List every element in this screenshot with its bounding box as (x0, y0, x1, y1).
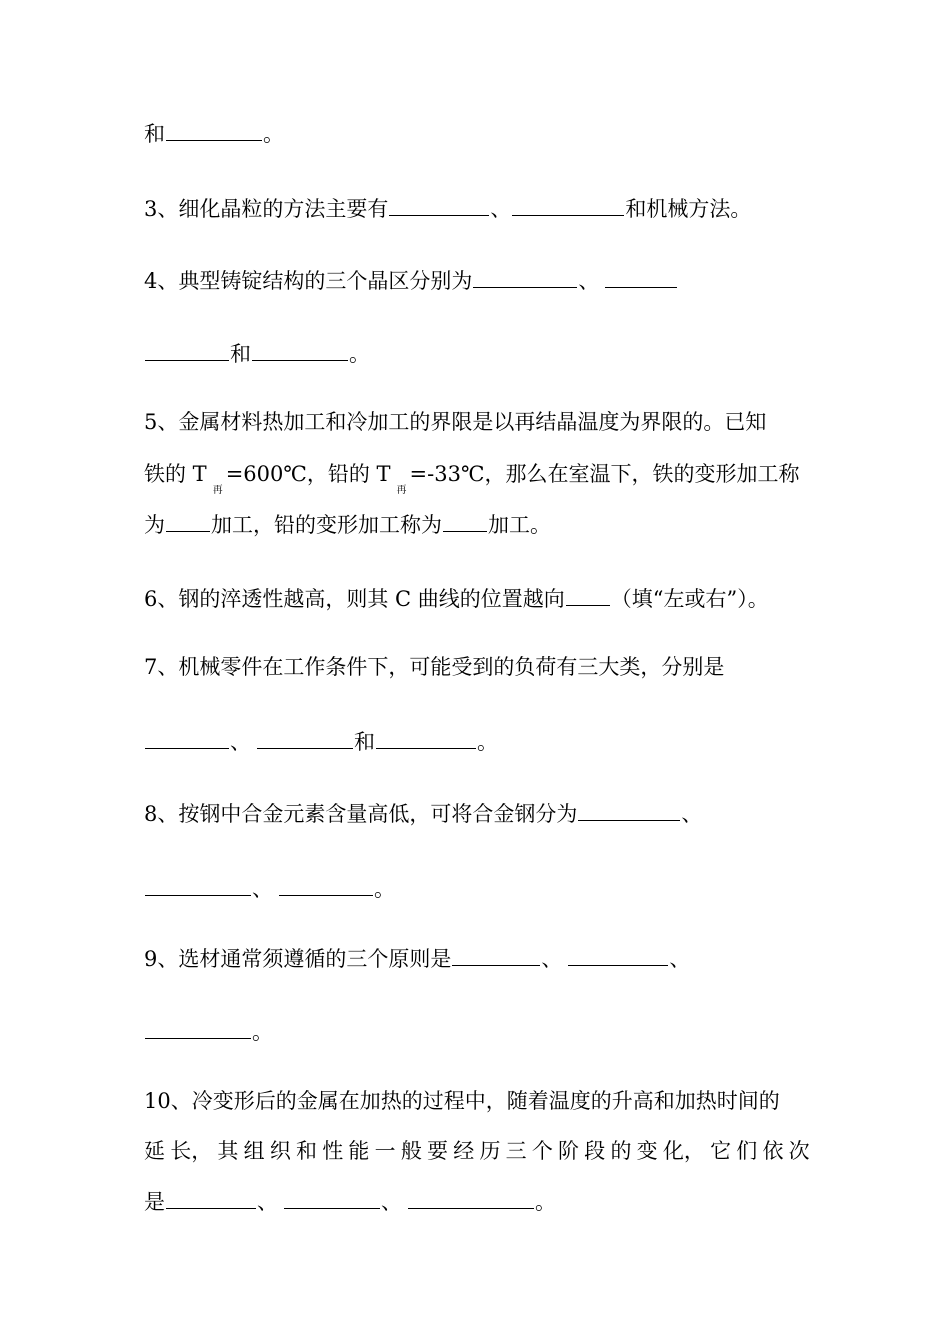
q8-blank-3[interactable] (279, 873, 373, 896)
q5-pb-temp: =-33℃，那么在室温下，铁的变形加工称 (409, 462, 800, 486)
q8-stem: 8、按钢中合金元素含量高低，可将合金钢分为 (144, 802, 578, 826)
q10-line-3 (144, 1186, 556, 1216)
q10-separator-1: 、 (257, 1190, 278, 1214)
q10-blank-1[interactable] (166, 1186, 256, 1209)
q10-end-text: 。 (535, 1190, 556, 1214)
q5-line3-c: 加工。 (488, 513, 551, 537)
q10-line2-segment: 的 (610, 1139, 632, 1163)
q10-line2-segment: 延 (144, 1139, 165, 1163)
q10-line3-a: 是 (144, 1190, 165, 1214)
q8-separator-2: 、 (252, 877, 273, 901)
q5-blank-1[interactable] (166, 509, 210, 532)
q3-blank-2[interactable] (512, 193, 624, 216)
q2-end-text: 。 (263, 122, 284, 146)
q10-line2-segment: 它 (710, 1139, 732, 1163)
q6-blank[interactable] (566, 583, 610, 606)
q10-line2-segment: 段 (584, 1139, 606, 1163)
q10-line2-segment: 个 (531, 1139, 553, 1163)
q10-line2-segment: 们 (736, 1139, 758, 1163)
q4-end-text: 。 (349, 342, 370, 366)
q7-blank-2[interactable] (257, 726, 353, 749)
q4-blank-1[interactable] (473, 265, 577, 288)
q4-blank-2[interactable] (605, 265, 677, 288)
q10-line2-segment: 阶 (558, 1139, 580, 1163)
q3-separator: 、 (490, 197, 512, 221)
q5-line3-b: 加工，铅的变形加工称为 (211, 513, 442, 537)
q4-stem: 4、典型铸锭结构的三个晶区分别为 (144, 269, 473, 293)
q10-line2-segment: 变 (636, 1139, 658, 1163)
q8-blank-1[interactable] (578, 798, 680, 821)
q6-line (144, 583, 769, 613)
q7-and-text: 和 (354, 730, 375, 754)
q5-line-1 (144, 407, 766, 437)
q7-blank-3[interactable] (376, 726, 476, 749)
q8-line-1 (144, 798, 702, 828)
q5-line3-a: 为 (144, 513, 165, 537)
q10-text-line-1: 10、冷变形后的金属在加热的过程中，随着温度的升高和加热时间的 (144, 1089, 780, 1113)
q2-blank-2[interactable] (166, 118, 262, 141)
q5-text-line-1: 5、金属材料热加工和冷加工的界限是以再结晶温度为界限的。已知 (144, 410, 767, 434)
q10-line2-segment: 要 (427, 1139, 449, 1163)
q5-line-3 (144, 509, 551, 539)
q10-line2-segment: 长， (170, 1139, 213, 1163)
q10-line2-segment: 历 (479, 1139, 501, 1163)
q7-separator: 、 (230, 730, 251, 754)
q9-separator-2: 、 (669, 947, 691, 971)
q6-stem: 6、钢的淬透性越高，则其 C 曲线的位置越向 (144, 587, 565, 611)
q7-line-2 (144, 726, 498, 756)
q8-blank-2[interactable] (145, 873, 251, 896)
q3-blank-1[interactable] (389, 193, 489, 216)
q5-fe-temp: =600℃，铅的 T (225, 462, 391, 486)
q7-blank-1[interactable] (145, 726, 229, 749)
q8-separator-1: 、 (681, 802, 703, 826)
q4-separator: 、 (578, 269, 600, 293)
q9-blank-3[interactable] (145, 1016, 251, 1039)
q9-blank-1[interactable] (452, 943, 540, 966)
q9-separator-1: 、 (541, 947, 563, 971)
q10-line-1 (144, 1086, 780, 1116)
q10-line2-segment: 三 (505, 1139, 527, 1163)
q10-blank-3[interactable] (408, 1186, 534, 1209)
q5-blank-2[interactable] (443, 509, 487, 532)
q7-stem: 7、机械零件在工作条件下，可能受到的负荷有三大类，分别是 (144, 655, 725, 679)
q7-end-text: 。 (477, 730, 498, 754)
q10-line2-segment: 依 (762, 1139, 784, 1163)
q7-line-1 (144, 652, 724, 682)
q10-line2-segment: 和 (296, 1139, 318, 1163)
q8-line-2 (144, 873, 395, 903)
q5-line-2 (144, 459, 800, 496)
q6-tail: （填“左或右”）。 (610, 587, 769, 611)
q4-line-2 (144, 338, 370, 368)
q9-blank-2[interactable] (568, 943, 668, 966)
q10-line2-segment: 组 (243, 1139, 265, 1163)
q9-line-2 (144, 1016, 273, 1046)
q10-blank-2[interactable] (284, 1186, 380, 1209)
q8-end-text: 。 (374, 877, 395, 901)
q10-line2-segment: 一 (374, 1139, 396, 1163)
q10-line2-segment: 织 (269, 1139, 291, 1163)
q4-blank-4[interactable] (252, 338, 348, 361)
q9-end-text: 。 (252, 1020, 273, 1044)
q2-tail-line (144, 118, 284, 148)
q9-line-1 (144, 943, 690, 973)
q10-line2-segment: 化， (662, 1139, 705, 1163)
q3-stem: 3、细化晶粒的方法主要有 (144, 197, 389, 221)
q3-line (144, 193, 751, 223)
q4-blank-3[interactable] (145, 338, 229, 361)
q10-line2-segment: 般 (400, 1139, 422, 1163)
q5-pb-subscript: 再 (396, 485, 407, 496)
q10-line2-segment: 其 (217, 1139, 239, 1163)
q10-line-2 (144, 1136, 810, 1166)
q5-fe-text: 铁的 T (144, 462, 207, 486)
q3-tail: 和机械方法。 (625, 197, 752, 221)
q2-and-text: 和 (144, 122, 165, 146)
q10-line2-segment: 性 (322, 1139, 344, 1163)
q5-fe-subscript: 再 (212, 485, 223, 496)
q10-line2-segment: 次 (788, 1139, 810, 1163)
q10-line2-segment: 能 (348, 1139, 370, 1163)
q4-line-1 (144, 265, 678, 295)
q4-and-text: 和 (230, 342, 251, 366)
q10-line2-segment: 经 (453, 1139, 475, 1163)
q10-separator-2: 、 (381, 1190, 402, 1214)
q9-stem: 9、选材通常须遵循的三个原则是 (144, 947, 452, 971)
